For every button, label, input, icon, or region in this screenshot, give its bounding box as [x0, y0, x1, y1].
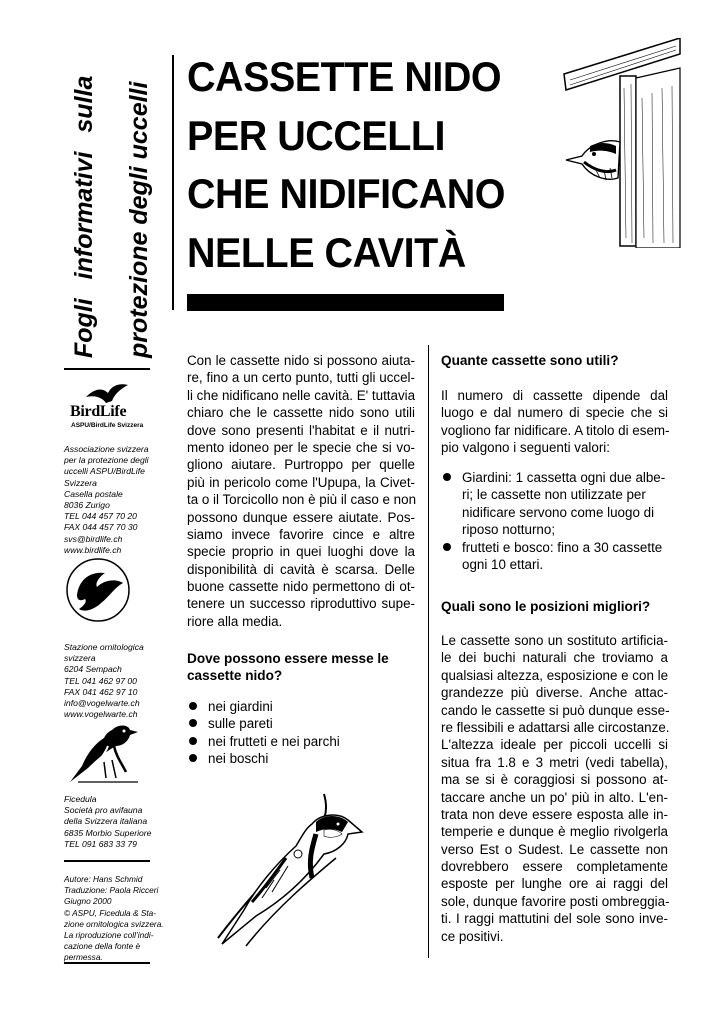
how-many-line: Il numero di cassette dipende dal: [441, 388, 668, 403]
title-line: PER UCCELLI: [187, 111, 446, 159]
intro-line: dove sono presenti l'habitat e il nutri-: [187, 422, 415, 438]
sempach-line: svizzera: [64, 653, 96, 664]
bullet-icon: [189, 719, 197, 727]
sempach-contact: [64, 642, 164, 720]
list-item-label: nei boschi: [208, 751, 269, 767]
title-vertical-rule: [172, 55, 174, 310]
credits: [64, 874, 164, 964]
sidebar-divider: [64, 368, 150, 370]
sempach-line: 6204 Sempach: [64, 664, 122, 675]
list-item-label: Giardini: 1 cassetta ogni due albe-: [462, 470, 666, 485]
positions-line: qualsiasi altezza, esposizione e con le: [441, 667, 669, 683]
sidebar-divider: [64, 860, 150, 862]
aspu-line: uccelli ASPU/BirdLife: [64, 466, 145, 477]
title-line: CASSETTE NIDO: [187, 53, 502, 100]
title-line: CHE NIDIFICANO: [187, 170, 506, 217]
sempach-line: FAX 041 462 97 10: [64, 686, 138, 697]
positions-line: sole, dunque favorire posti ombreggia-: [441, 893, 670, 909]
positions-line: le dei buchi naturali che troviamo a: [441, 650, 668, 666]
how-many-line: luogo e dal numero di specie che si: [441, 405, 668, 421]
list-item: [442, 469, 665, 539]
bullet-icon: [189, 702, 197, 710]
how-many-line: vogliono far nidificare. A titolo di esem-: [441, 422, 670, 438]
ficedula-bird-logo-icon: [64, 716, 144, 788]
list-item-line: [442, 521, 665, 538]
intro-line: li che nidificano nelle cavità. E' tuttavia: [187, 387, 416, 403]
positions-line: esposte per lunghe ore ai raggi del: [441, 876, 668, 892]
column-divider: [428, 345, 429, 958]
ficedula-contact: [64, 794, 164, 850]
birdlife-logo: [64, 383, 154, 433]
aspu-line: Casella postale: [64, 488, 123, 499]
series-title-line2: protezione degli uccelli: [125, 81, 153, 358]
title-underline-bar: [187, 294, 504, 311]
intro-paragraph: [187, 352, 415, 630]
list-item: [188, 750, 340, 767]
credits-line: cazione della fonte è: [64, 941, 141, 952]
ficedula-line: TEL 091 683 33 79: [64, 838, 137, 849]
intro-line: specie proprio in quei luoghi dove la: [187, 544, 415, 560]
aspu-line: per la protezione degli: [64, 455, 149, 466]
ficedula-line: 6835 Morbio Superiore: [64, 827, 152, 838]
list-item-label: nei giardini: [208, 699, 273, 714]
intro-line: siamo invece favorire cince e altre: [187, 526, 415, 542]
positions-line: situa fra 1.8 e 3 metri (vedi tabella),: [441, 754, 668, 770]
list-item-label: sulle pareti: [208, 716, 273, 732]
intro-line: mento idoneo per le specie che si vo-: [187, 439, 415, 455]
birdlife-name: BirdLife: [70, 403, 127, 420]
positions-line: grandezze più diverse. Anche attac-: [441, 685, 668, 701]
positions-line: cando le cassette si può dunque esse-: [441, 702, 670, 718]
list-item-label: ri; le cassette non utilizzate per: [462, 487, 646, 503]
positions-line: dovrebbero essere completamente: [441, 859, 668, 875]
credits-line: zione ornitologica svizzera.: [64, 918, 164, 929]
where-heading: [187, 650, 389, 685]
birdlife-subtitle: ASPU/BirdLife Svizzera: [71, 422, 144, 429]
aspu-line: 8036 Zurigo: [64, 499, 110, 510]
credits-line: Autore: Hans Schmid: [64, 874, 143, 884]
how-many-heading: Quante cassette sono utili?: [441, 353, 619, 368]
intro-line: re, fino a un certo punto, tutti gli uccel-: [187, 370, 415, 386]
how-many-line: pio valgono i seguenti valori:: [441, 440, 610, 456]
list-item: [188, 715, 340, 732]
sempach-line: Stazione ornitologica: [64, 642, 144, 652]
intro-line: disponibilità di cavità è scarsa. Delle: [187, 561, 415, 577]
aspu-line: TEL 044 457 70 20: [64, 511, 137, 522]
list-item-label: ogni 10 ettari.: [462, 556, 544, 572]
positions-heading: Quali sono le posizioni migliori?: [441, 599, 651, 614]
list-item-line: [442, 486, 665, 503]
intro-line: ta o il Torcicollo non è più il caso e non: [187, 492, 417, 508]
credits-line: Traduzione: Paola Ricceri: [64, 885, 159, 896]
birdlife-logo-icon: [84, 383, 130, 405]
list-item-label: nei frutteti e nei parchi: [208, 733, 340, 749]
title-line: NELLE CAVITÀ: [187, 228, 466, 276]
positions-line: ti. I raggi mattutini del sole sono inve-: [441, 911, 668, 927]
aspu-line: www.birdlife.ch: [64, 544, 122, 555]
list-item: [188, 698, 340, 715]
aspu-line: FAX 044 457 70 30: [64, 522, 138, 533]
list-item: [442, 539, 665, 574]
intro-line: gliono aiutare. Purtroppo per quelle: [187, 457, 415, 473]
positions-line: ma se si è coraggiosi si possono at-: [441, 772, 668, 788]
intro-line: Con le cassette nido si possono aiuta-: [187, 353, 415, 368]
intro-line: chiaro che le cassette nido sono utili: [187, 405, 415, 421]
page-title: [187, 48, 505, 282]
list-item-line: [442, 469, 665, 486]
where-list: [188, 698, 340, 768]
intro-line: possono dunque essere aiutate. Pos-: [187, 509, 415, 525]
bullet-icon: [189, 754, 197, 762]
intro-line: tenere un successo riproduttivo supe-: [187, 596, 415, 612]
positions-paragraph: [441, 632, 668, 945]
list-item-line: [442, 539, 665, 556]
sidebar-divider: [64, 962, 150, 964]
where-heading-line: Dove possono essere messe le: [187, 651, 389, 666]
credits-line: © ASPU, Ficedula & Sta-: [64, 907, 157, 918]
aspu-bird-logo-icon: [65, 557, 131, 623]
credits-line: La riproduzione coll’indi-: [64, 929, 154, 940]
list-item-label: riposo notturno;: [462, 522, 556, 538]
sempach-line: www.vogelwarte.ch: [64, 709, 138, 720]
sparrow-nestbox-illustration: [556, 38, 682, 248]
positions-line: trata non deve essere esposta alle in-: [441, 806, 668, 822]
list-item-line: [442, 556, 665, 573]
intro-line: riore alla media.: [187, 613, 283, 629]
list-item-line: [442, 504, 665, 521]
list-item-label: nidificare servono come luogo di: [462, 504, 655, 520]
aspu-line: Associazione svizzera: [64, 444, 149, 454]
positions-line: verso Est o Sudest. Le cassette non: [441, 841, 668, 857]
ficedula-line: della Svizzera italiana: [64, 816, 148, 827]
credits-line: Giugno 2000: [64, 896, 112, 907]
positions-line: re flessibili e adattarsi alle circostanze.: [441, 719, 670, 735]
list-item-label: frutteti e bosco: fino a 30 cassette: [462, 539, 663, 555]
bullet-icon: [189, 737, 197, 745]
great-tit-illustration: [216, 788, 366, 958]
ficedula-line: Ficedula: [64, 794, 97, 804]
positions-line: taccare anche un po' più in alto. L'en-: [441, 789, 668, 805]
sempach-line: TEL 041 462 97 00: [64, 675, 137, 686]
ficedula-line: Società pro avifauna: [64, 805, 143, 816]
aspu-contact: [64, 444, 164, 556]
how-many-paragraph: [441, 387, 668, 457]
credits-line: permessa.: [64, 952, 103, 963]
where-heading-line: cassette nido?: [187, 668, 283, 684]
intro-line: più in pericolo come l'Upupa, la Civet-: [187, 474, 415, 490]
bullet-icon: [443, 543, 451, 551]
positions-line: L'altezza ideale per piccoli uccelli si: [441, 737, 668, 753]
how-many-list: [442, 469, 665, 573]
positions-line: Le cassette sono un sostituto artificia-: [441, 633, 668, 648]
aspu-line: svs@birdlife.ch: [64, 533, 123, 544]
bullet-icon: [443, 473, 451, 481]
list-item: [188, 733, 340, 750]
intro-line: buone cassette nido permettono di ot-: [187, 579, 415, 595]
series-title: [57, 48, 167, 358]
positions-line: ce positivi.: [441, 928, 504, 944]
aspu-line: Svizzera: [64, 477, 97, 488]
series-title-line1: Fogli informativi sulla: [70, 75, 98, 358]
positions-line: temperie e dunque è meglio rivolgerla: [441, 824, 668, 840]
sempach-line: info@vogelwarte.ch: [64, 697, 140, 708]
